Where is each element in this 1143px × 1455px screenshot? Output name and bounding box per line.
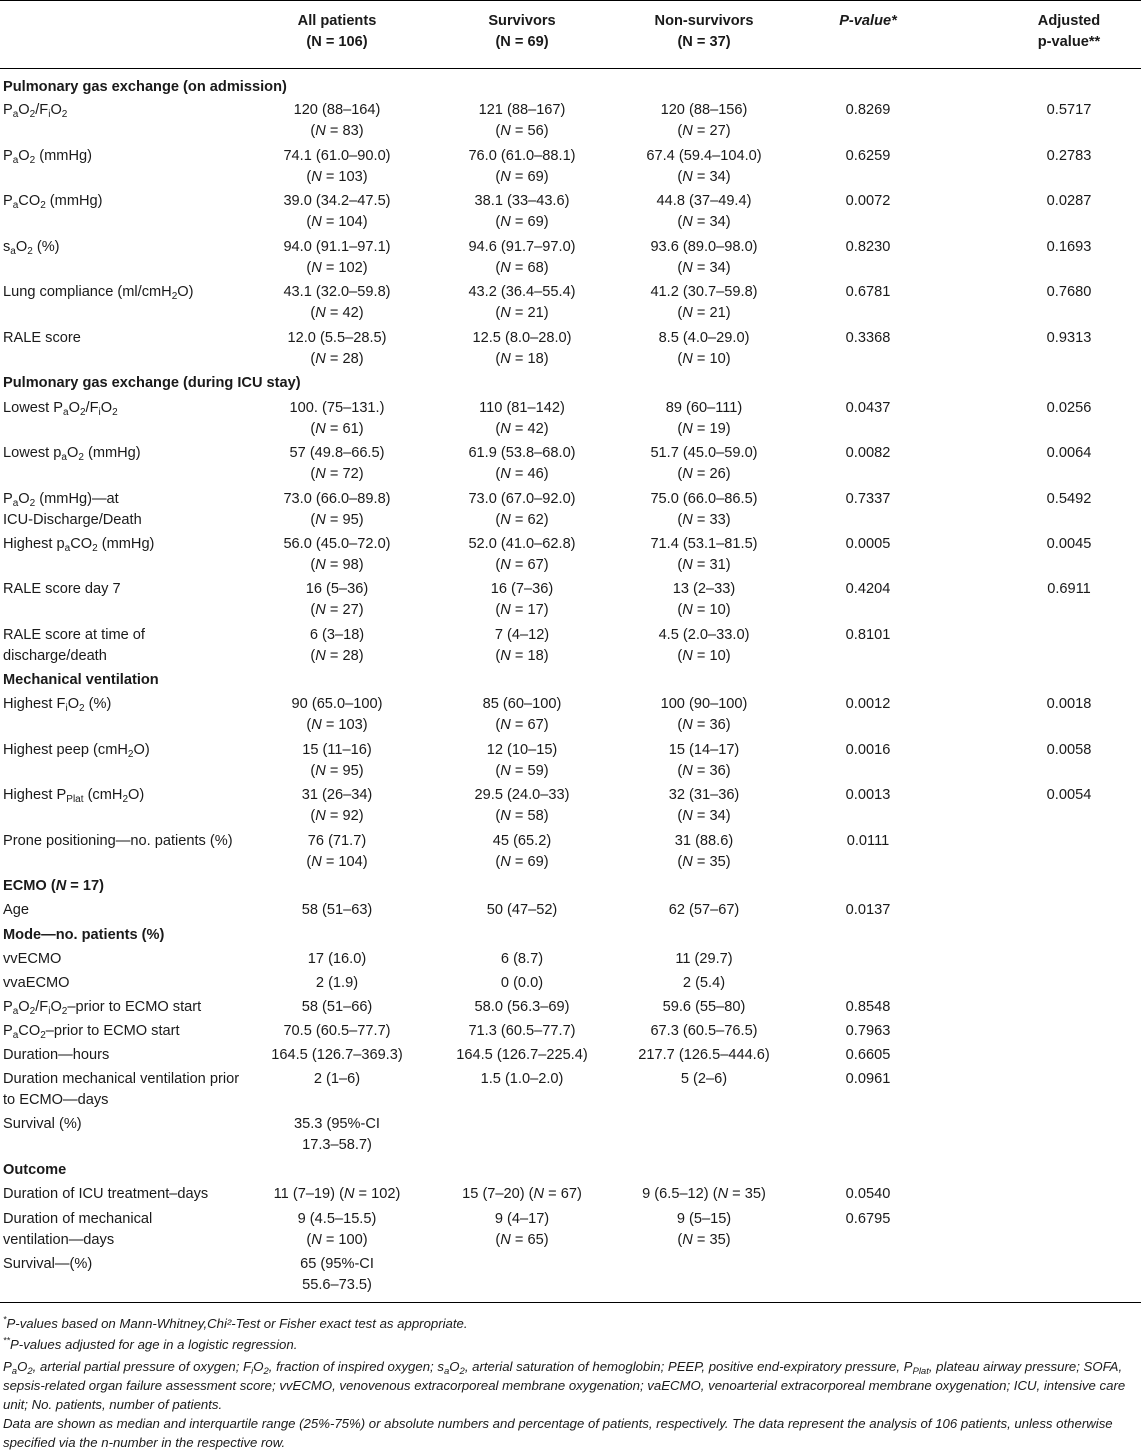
row-label: Lowest $p_aO_2$ (mmHg)	[3, 445, 141, 463]
value-all-patients	[262, 579, 412, 621]
p-value: 0.0005	[845, 536, 891, 552]
section-label: Pulmonary gas exchange (during ICU stay)	[3, 375, 301, 391]
value-survivors	[448, 328, 596, 370]
value-non-survivors	[634, 997, 774, 1018]
cell-line: 76.0 (61.0–88.1)	[468, 148, 576, 164]
cell-line: 90 (65.0–100)	[291, 696, 383, 712]
row-label: $s_aO_2$ (%)	[3, 239, 60, 257]
value-non-survivors	[634, 282, 774, 324]
cell-line: (N = 68)	[495, 260, 549, 276]
bottom-rule	[0, 1302, 1141, 1303]
value-non-survivors	[634, 785, 774, 827]
cell-line: (N = 35)	[677, 1232, 731, 1248]
value-non-survivors	[634, 398, 774, 440]
cell-line: 73.0 (66.0–89.8)	[283, 491, 391, 507]
cell-line: 17.3–58.7)	[302, 1137, 372, 1153]
row-label: vvaECMO	[3, 975, 70, 991]
value-survivors	[448, 146, 596, 188]
adjusted-p-value: 0.5492	[1046, 491, 1092, 507]
value-all-patients	[262, 625, 412, 667]
cell-line: 164.5 (126.7–369.3)	[271, 1047, 403, 1063]
adjusted-p-value: 0.0018	[1046, 696, 1092, 712]
cell-line: (N = 69)	[495, 854, 549, 870]
value-all-patients	[262, 282, 412, 324]
row-label: RALE score	[3, 330, 81, 346]
row-label: RALE score at time of discharge/death	[3, 627, 145, 664]
value-survivors	[448, 694, 596, 736]
cell-line: (N = 67)	[495, 557, 549, 573]
value-all-patients	[262, 534, 412, 576]
value-non-survivors	[634, 973, 774, 994]
header-rule	[0, 68, 1141, 69]
value-non-survivors	[634, 1209, 774, 1251]
cell-line: 45 (65.2)	[492, 833, 552, 849]
value-survivors	[448, 1021, 596, 1042]
row-label: Highest $p_aCO_2$ (mmHg)	[3, 536, 155, 554]
row-label: Highest peep (cmH$_2$O)	[3, 742, 150, 760]
section-label: Pulmonary gas exchange (on admission)	[3, 79, 287, 95]
header-adjusted-p-value: Adjusted p-value**	[1037, 13, 1101, 50]
adjusted-p-value: 0.0256	[1046, 400, 1092, 416]
cell-line: (N = 58)	[495, 808, 549, 824]
cell-line: 73.0 (67.0–92.0)	[468, 491, 576, 507]
value-all-patients	[262, 146, 412, 188]
cell-line: 93.6 (89.0–98.0)	[650, 239, 758, 255]
p-value: 0.8548	[845, 999, 891, 1015]
cell-line: (N = 33)	[677, 512, 731, 528]
value-non-survivors	[634, 100, 774, 142]
cell-line: (N = 69)	[495, 214, 549, 230]
value-all-patients	[262, 489, 412, 531]
value-all-patients	[262, 1114, 412, 1156]
cell-line: 120 (88–164)	[293, 102, 381, 118]
cell-line: 2 (1–6)	[313, 1071, 361, 1087]
value-survivors	[448, 100, 596, 142]
cell-line: 9 (6.5–12) (N = 35)	[642, 1186, 766, 1202]
row-label: Prone positioning—no. patients (%)	[3, 833, 233, 849]
value-all-patients	[262, 1021, 412, 1042]
value-non-survivors	[634, 328, 774, 370]
cell-line: 15 (11–16)	[302, 742, 372, 758]
adjusted-p-value: 0.6911	[1047, 581, 1091, 597]
row-label: Age	[3, 902, 29, 918]
cell-line: (N = 92)	[310, 808, 364, 824]
cell-line: (N = 72)	[310, 466, 364, 482]
cell-line: (N = 83)	[310, 123, 364, 139]
cell-line: 65 (95%-CI	[300, 1256, 374, 1272]
value-non-survivors	[634, 1045, 774, 1066]
cell-line: 43.1 (32.0–59.8)	[283, 284, 391, 300]
adjusted-p-value: 0.0054	[1046, 787, 1092, 803]
value-non-survivors	[634, 237, 774, 279]
cell-line: 71.4 (53.1–81.5)	[650, 536, 758, 552]
adjusted-p-value: 0.1693	[1046, 239, 1092, 255]
cell-line: 2 (1.9)	[315, 975, 359, 991]
cell-line: 62 (57–67)	[668, 902, 740, 918]
cell-line: 17 (16.0)	[307, 951, 367, 967]
cell-line: 76 (71.7)	[307, 833, 367, 849]
cell-line: 38.1 (33–43.6)	[474, 193, 570, 209]
cell-line: (N = 98)	[310, 557, 364, 573]
value-survivors	[448, 831, 596, 873]
cell-line: 11 (7–19) (N = 102)	[273, 1186, 401, 1202]
cell-line: 29.5 (24.0–33)	[474, 787, 570, 803]
row-label: Highest $P_{Plat}$ (cmH$_2$O)	[3, 787, 145, 805]
cell-line: 58 (51–63)	[301, 902, 373, 918]
cell-line: (N = 34)	[677, 808, 731, 824]
cell-line: 89 (60–111)	[665, 400, 743, 416]
header-non-survivors: Non-survivors (N = 37)	[654, 13, 754, 50]
cell-line: (N = 65)	[495, 1232, 549, 1248]
value-all-patients	[262, 694, 412, 736]
cell-line: 6 (8.7)	[500, 951, 544, 967]
cell-line: 56.0 (45.0–72.0)	[283, 536, 391, 552]
cell-line: 7 (4–12)	[494, 627, 550, 643]
value-survivors	[448, 997, 596, 1018]
cell-line: 120 (88–156)	[660, 102, 748, 118]
p-value: 0.4204	[845, 581, 891, 597]
section-label: Outcome	[3, 1162, 67, 1178]
cell-line: (N = 67)	[495, 717, 549, 733]
cell-line: 55.6–73.5)	[302, 1277, 372, 1293]
value-non-survivors	[634, 949, 774, 970]
cell-line: 58.0 (56.3–69)	[474, 999, 570, 1015]
adjusted-p-value: 0.2783	[1046, 148, 1092, 164]
value-survivors	[448, 237, 596, 279]
cell-line: 121 (88–167)	[478, 102, 566, 118]
value-survivors	[448, 1209, 596, 1251]
section-label: Mechanical ventilation	[3, 672, 159, 688]
value-non-survivors	[634, 191, 774, 233]
value-all-patients	[262, 973, 412, 994]
value-survivors	[448, 785, 596, 827]
value-survivors	[448, 625, 596, 667]
value-non-survivors	[634, 1021, 774, 1042]
cell-line: 1.5 (1.0–2.0)	[480, 1071, 564, 1087]
cell-line: (N = 19)	[677, 421, 731, 437]
value-survivors	[448, 973, 596, 994]
row-label: $P_aO_2$ (mmHg)	[3, 148, 92, 166]
cell-line: 39.0 (34.2–47.5)	[283, 193, 391, 209]
cell-line: 67.3 (60.5–76.5)	[650, 1023, 758, 1039]
cell-line: 12.0 (5.5–28.5)	[287, 330, 387, 346]
p-value: 0.0013	[845, 787, 891, 803]
value-survivors	[448, 740, 596, 782]
header-all-patients: All patients (N = 106)	[297, 13, 377, 50]
value-all-patients	[262, 237, 412, 279]
value-survivors	[448, 1069, 596, 1090]
value-survivors	[448, 1045, 596, 1066]
value-non-survivors	[634, 900, 774, 921]
cell-line: (N = 10)	[677, 351, 731, 367]
value-all-patients	[262, 100, 412, 142]
p-value: 0.0961	[845, 1071, 891, 1087]
value-all-patients	[262, 398, 412, 440]
cell-line: (N = 42)	[495, 421, 549, 437]
value-survivors	[448, 1184, 596, 1205]
value-non-survivors	[634, 579, 774, 621]
cell-line: 61.9 (53.8–68.0)	[468, 445, 576, 461]
cell-line: 4.5 (2.0–33.0)	[658, 627, 750, 643]
cell-line: 13 (2–33)	[672, 581, 736, 597]
row-label: Duration mechanical ventilation prior to ECMO—days	[3, 1071, 240, 1108]
p-value: 0.7337	[845, 491, 891, 507]
cell-line: 12 (10–15)	[486, 742, 558, 758]
cell-line: 15 (7–20) (N = 67)	[462, 1186, 582, 1202]
p-value: 0.0072	[845, 193, 891, 209]
value-all-patients	[262, 997, 412, 1018]
cell-line: 9 (5–15)	[676, 1211, 732, 1227]
cell-line: (N = 36)	[677, 717, 731, 733]
row-label: $P_aO_2/F_iO_2$	[3, 102, 68, 120]
value-survivors	[448, 191, 596, 233]
footnote: *P-values based on Mann-Whitney,Chi²-Test or Fisher exact test as appropriate.	[3, 1314, 468, 1331]
value-survivors	[448, 398, 596, 440]
cell-line: 85 (60–100)	[482, 696, 562, 712]
cell-line: (N = 34)	[677, 260, 731, 276]
value-all-patients	[262, 785, 412, 827]
cell-line: 51.7 (45.0–59.0)	[650, 445, 758, 461]
adjusted-p-value: 0.0287	[1046, 193, 1092, 209]
cell-line: (N = 10)	[677, 648, 731, 664]
cell-line: 16 (7–36)	[490, 581, 554, 597]
value-all-patients	[262, 949, 412, 970]
adjusted-p-value: 0.0064	[1046, 445, 1092, 461]
value-survivors	[448, 900, 596, 921]
cell-line: (N = 46)	[495, 466, 549, 482]
p-value: 0.0437	[845, 400, 891, 416]
section-label: ECMO (N = 17)	[3, 878, 104, 894]
cell-line: (N = 62)	[495, 512, 549, 528]
cell-line: (N = 95)	[310, 763, 364, 779]
value-survivors	[448, 949, 596, 970]
value-all-patients	[262, 1184, 412, 1205]
cell-line: 70.5 (60.5–77.7)	[283, 1023, 391, 1039]
p-value: 0.7963	[845, 1023, 891, 1039]
p-value: 0.3368	[845, 330, 891, 346]
cell-line: (N = 104)	[306, 854, 368, 870]
row-label: $P_aCO_2$–prior to ECMO start	[3, 1023, 180, 1041]
p-value: 0.0016	[845, 742, 891, 758]
row-label: $P_aO_2$ (mmHg)—at ICU-Discharge/Death	[3, 491, 142, 528]
value-all-patients	[262, 900, 412, 921]
p-value: 0.0082	[845, 445, 891, 461]
value-survivors	[448, 534, 596, 576]
cell-line: (N = 18)	[495, 648, 549, 664]
value-all-patients	[262, 1254, 412, 1296]
cell-line: (N = 36)	[677, 763, 731, 779]
cell-line: 2 (5.4)	[682, 975, 726, 991]
cell-line: 94.0 (91.1–97.1)	[283, 239, 391, 255]
section-label: Mode—no. patients (%)	[3, 927, 165, 943]
row-label: Duration—hours	[3, 1047, 110, 1063]
row-label: Survival—(%)	[3, 1256, 93, 1272]
cell-line: (N = 102)	[306, 260, 368, 276]
value-all-patients	[262, 1045, 412, 1066]
value-all-patients	[262, 1209, 412, 1251]
p-value: 0.0137	[845, 902, 891, 918]
header-survivors: Survivors (N = 69)	[488, 13, 556, 50]
top-rule	[0, 0, 1141, 1]
cell-line: (N = 59)	[495, 763, 549, 779]
value-all-patients	[262, 1069, 412, 1090]
cell-line: 164.5 (126.7–225.4)	[456, 1047, 588, 1063]
value-non-survivors	[634, 694, 774, 736]
cell-line: (N = 26)	[677, 466, 731, 482]
p-value: 0.8230	[845, 239, 891, 255]
value-non-survivors	[634, 534, 774, 576]
cell-line: (N = 56)	[495, 123, 549, 139]
cell-line: (N = 42)	[310, 305, 364, 321]
value-non-survivors	[634, 1184, 774, 1205]
cell-line: 8.5 (4.0–29.0)	[658, 330, 750, 346]
cell-line: (N = 27)	[677, 123, 731, 139]
cell-line: 0 (0.0)	[500, 975, 544, 991]
cell-line: 43.2 (36.4–55.4)	[468, 284, 576, 300]
cell-line: 6 (3–18)	[309, 627, 365, 643]
cell-line: 57 (49.8–66.5)	[289, 445, 385, 461]
cell-line: (N = 10)	[677, 602, 731, 618]
cell-line: 52.0 (41.0–62.8)	[468, 536, 576, 552]
p-value: 0.6795	[845, 1211, 891, 1227]
value-non-survivors	[634, 1069, 774, 1090]
row-label: Duration of mechanical ventilation—days	[3, 1211, 153, 1248]
cell-line: (N = 34)	[677, 169, 731, 185]
value-survivors	[448, 443, 596, 485]
footnote: $P_aO_2$, arterial partial pressure of oxygen; $F_iO_2$, fraction of inspired oxygen; $s_aO_2$, arterial saturation of hemoglobin; PEEP, positive end-expiratory pressure, $P_{Plat}$, plateau airway pressure; SOFA, sepsis-related organ failure assessment score; vvECMO, venovenous extracorporeal membrane oxygenation; vaECMO, venoarterial extracorporeal membrane oxygenation; ICU, intensive care unit; No. patients, number of patients.	[3, 1359, 1126, 1412]
cell-line: (N = 18)	[495, 351, 549, 367]
value-survivors	[448, 579, 596, 621]
value-non-survivors	[634, 740, 774, 782]
p-value: 0.6605	[845, 1047, 891, 1063]
cell-line: 12.5 (8.0–28.0)	[472, 330, 572, 346]
adjusted-p-value: 0.5717	[1046, 102, 1092, 118]
cell-line: 217.7 (126.5–444.6)	[638, 1047, 770, 1063]
cell-line: (N = 95)	[310, 512, 364, 528]
cell-line: (N = 17)	[495, 602, 549, 618]
cell-line: (N = 103)	[306, 717, 368, 733]
cell-line: (N = 35)	[677, 854, 731, 870]
cell-line: 94.6 (91.7–97.0)	[468, 239, 576, 255]
cell-line: 32 (31–36)	[668, 787, 740, 803]
adjusted-p-value: 0.9313	[1046, 330, 1092, 346]
row-label: $P_aO_2/F_iO_2$–prior to ECMO start	[3, 999, 202, 1017]
cell-line: 75.0 (66.0–86.5)	[650, 491, 758, 507]
cell-line: (N = 27)	[310, 602, 364, 618]
value-all-patients	[262, 831, 412, 873]
adjusted-p-value: 0.0045	[1046, 536, 1092, 552]
cell-line: 16 (5–36)	[305, 581, 369, 597]
value-all-patients	[262, 740, 412, 782]
cell-line: 74.1 (61.0–90.0)	[283, 148, 391, 164]
cell-line: 31 (88.6)	[674, 833, 734, 849]
header-p-value: P-value*	[839, 13, 897, 29]
value-all-patients	[262, 191, 412, 233]
cell-line: 31 (26–34)	[301, 787, 373, 803]
cell-line: 9 (4.5–15.5)	[297, 1211, 377, 1227]
cell-line: 67.4 (59.4–104.0)	[646, 148, 762, 164]
value-all-patients	[262, 443, 412, 485]
cell-line: 100 (90–100)	[660, 696, 748, 712]
cell-line: (N = 104)	[306, 214, 368, 230]
p-value: 0.8101	[845, 627, 891, 643]
p-value: 0.0012	[845, 696, 891, 712]
value-non-survivors	[634, 831, 774, 873]
p-value: 0.0540	[845, 1186, 891, 1202]
cell-line: 35.3 (95%-CI	[294, 1116, 380, 1132]
cell-line: 11 (29.7)	[675, 951, 733, 967]
row-label: Survival (%)	[3, 1116, 82, 1132]
value-survivors	[448, 489, 596, 531]
value-survivors	[448, 282, 596, 324]
footnote: Data are shown as median and interquartile range (25%-75%) or absolute numbers and percentage of patients, respectively. The data represent the analysis of 106 patients, unless otherwise specified via the n-number in the respective row.	[3, 1416, 1113, 1450]
row-label: Lowest $P_aO_2/F_iO_2$	[3, 400, 118, 418]
row-label: Lung compliance (ml/cmH$_2$O)	[3, 284, 194, 302]
cell-line: 41.2 (30.7–59.8)	[650, 284, 758, 300]
row-label: Duration of ICU treatment–days	[3, 1186, 209, 1202]
adjusted-p-value: 0.7680	[1046, 284, 1092, 300]
cell-line: (N = 100)	[306, 1232, 368, 1248]
p-value: 0.6259	[845, 148, 891, 164]
cell-line: 44.8 (37–49.4)	[656, 193, 752, 209]
cell-line: (N = 28)	[310, 648, 364, 664]
cell-line: (N = 21)	[677, 305, 731, 321]
value-all-patients	[262, 328, 412, 370]
value-non-survivors	[634, 146, 774, 188]
value-non-survivors	[634, 489, 774, 531]
cell-line: 50 (47–52)	[486, 902, 558, 918]
footnote: **P-values adjusted for age in a logistic regression.	[3, 1335, 298, 1352]
cell-line: 71.3 (60.5–77.7)	[468, 1023, 576, 1039]
p-value: 0.0111	[846, 833, 890, 849]
p-value: 0.6781	[845, 284, 891, 300]
cell-line: (N = 21)	[495, 305, 549, 321]
value-non-survivors	[634, 443, 774, 485]
cell-line: (N = 34)	[677, 214, 731, 230]
cell-line: (N = 31)	[677, 557, 731, 573]
cell-line: 58 (51–66)	[301, 999, 373, 1015]
p-value: 0.8269	[845, 102, 891, 118]
row-label: Highest $F_iO_2$ (%)	[3, 696, 112, 714]
cell-line: (N = 28)	[310, 351, 364, 367]
cell-line: 9 (4–17)	[494, 1211, 550, 1227]
cell-line: 59.6 (55–80)	[662, 999, 746, 1015]
cell-line: 110 (81–142)	[479, 400, 565, 416]
cell-line: 5 (2–6)	[680, 1071, 728, 1087]
cell-line: (N = 61)	[310, 421, 364, 437]
cell-line: 100. (75–131.)	[289, 400, 385, 416]
row-label: vvECMO	[3, 951, 62, 967]
row-label: $P_aCO_2$ (mmHg)	[3, 193, 103, 211]
cell-line: (N = 69)	[495, 169, 549, 185]
cell-line: (N = 103)	[306, 169, 368, 185]
cell-line: 15 (14–17)	[668, 742, 740, 758]
value-non-survivors	[634, 625, 774, 667]
row-label: RALE score day 7	[3, 581, 121, 597]
adjusted-p-value: 0.0058	[1046, 742, 1092, 758]
